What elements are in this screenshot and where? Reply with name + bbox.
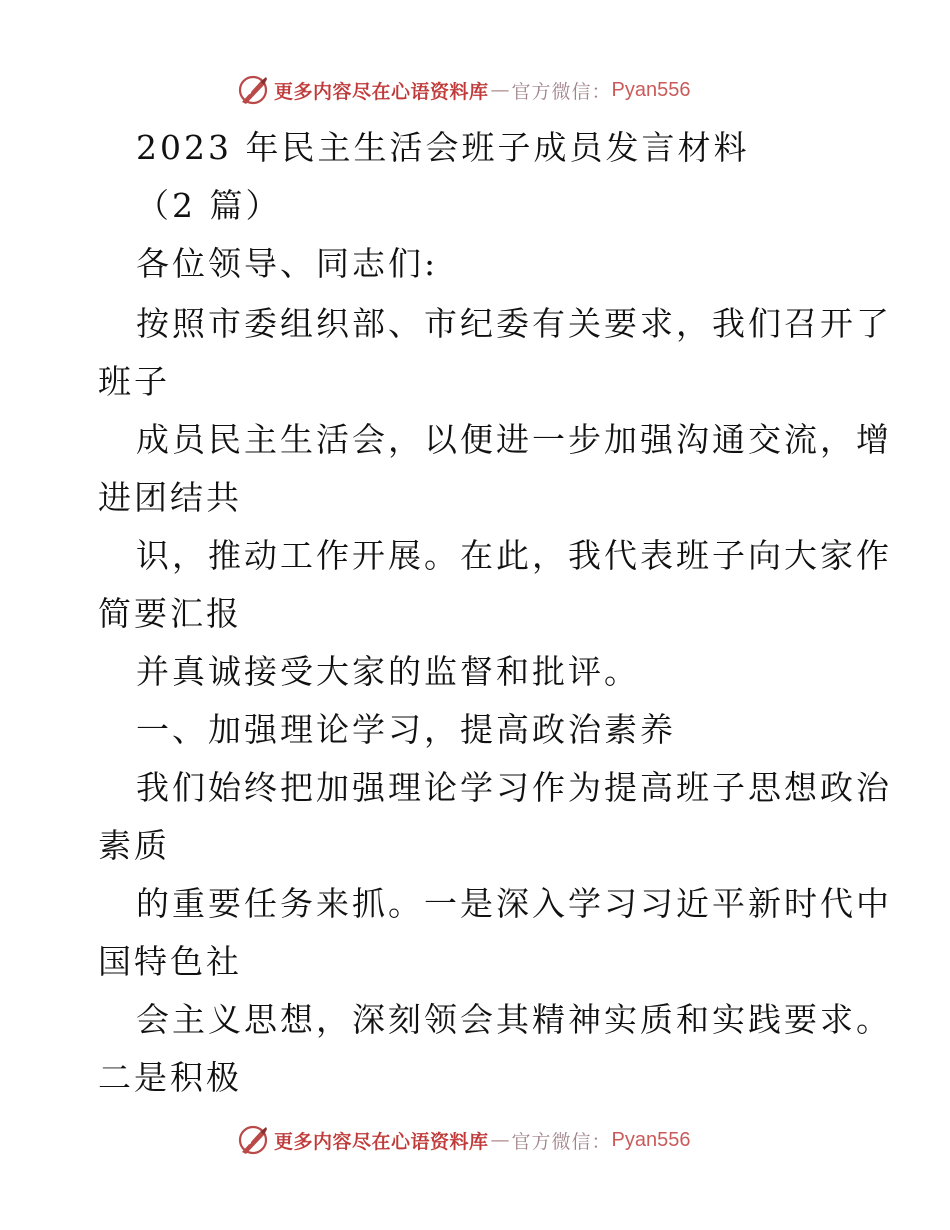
header-banner — [236, 72, 691, 108]
section-heading: 一、加强理论学习，提高政治素养 — [136, 710, 676, 749]
quill-logo-icon — [236, 1123, 270, 1157]
text-line: 简要汇报 — [98, 594, 242, 633]
text-line: 各位领导、同志们: — [136, 244, 439, 283]
banner-dash: — — [490, 79, 510, 101]
text-line: 的重要任务来抓。一是深入学习习近平新时代中 — [136, 884, 892, 923]
text-line: 素质 — [98, 826, 170, 865]
text-line: 按照市委组织部、市纪委有关要求，我们召开了 — [136, 304, 892, 343]
banner-wechat-id: Pyan556 — [611, 78, 691, 101]
text-line: 识，推动工作开展。在此，我代表班子向大家作 — [136, 536, 892, 575]
banner-contact-label: 官方微信： — [511, 80, 612, 103]
text-line: 二是积极 — [98, 1058, 242, 1097]
text-line: 班子 — [98, 362, 170, 401]
text-line: 进团结共 — [98, 478, 242, 517]
text-line: 我们始终把加强理论学习作为提高班子思想政治 — [136, 768, 892, 807]
quill-logo-icon — [236, 73, 270, 107]
text-line: 并真诚接受大家的监督和批评。 — [136, 652, 640, 691]
banner-contact-label: 官方微信： — [511, 1130, 612, 1153]
footer-banner — [236, 1122, 691, 1158]
banner-dash: — — [490, 1129, 510, 1151]
banner-text: 更多内容尽在心语资料库 — [274, 80, 489, 103]
banner-wechat-id: Pyan556 — [611, 1128, 691, 1151]
document-subtitle: （2 篇） — [136, 186, 282, 225]
document-title: 2023 年民主生活会班子成员发言材料 — [136, 128, 750, 167]
text-line: 会主义思想，深刻领会其精神实质和实践要求。 — [136, 1000, 892, 1039]
banner-text: 更多内容尽在心语资料库 — [274, 1130, 489, 1153]
text-line: 国特色社 — [98, 942, 242, 981]
text-line: 成员民主生活会，以便进一步加强沟通交流，增 — [136, 420, 892, 459]
